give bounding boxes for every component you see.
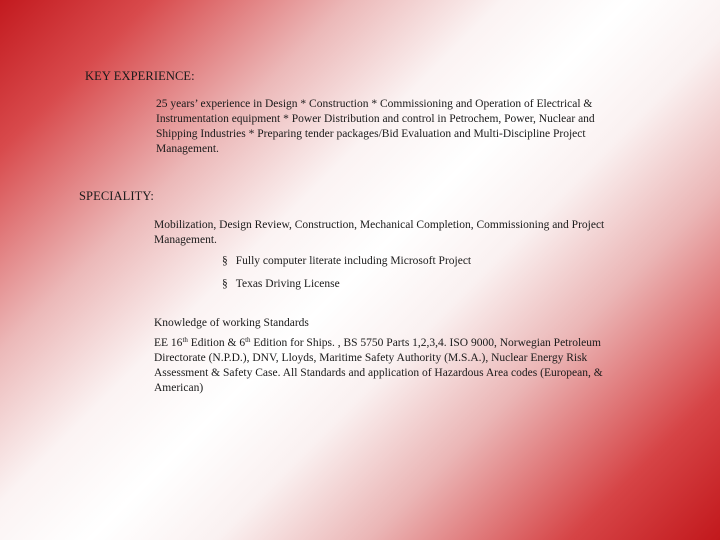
key-experience-heading: KEY EXPERIENCE: xyxy=(85,69,195,83)
standards-heading: Knowledge of working Standards xyxy=(154,317,309,329)
standards-line1: EE 16th Edition & 6th Edition for Ships. , BS 5750 Parts 1,2,3,4. ISO 9000, Norwegian Petroleum xyxy=(154,336,601,349)
bullet-texas-license xyxy=(222,277,340,292)
speciality-heading: SPECIALITY: xyxy=(79,189,154,203)
bullet-text: Fully computer literate including Microsoft Project xyxy=(235,255,472,267)
key-experience-text: 25 years’ experience in Design * Construction * Commissioning and Operation of Electrical & Instrumentation equipment * Power Distribution and control in Petrochem, Power, Nuclear and Shipping Industries * Preparing tender packages/Bid Evaluation and Multi-Discipline Project Management. xyxy=(156,98,595,155)
bullet-marker: § xyxy=(222,278,228,290)
standards-text xyxy=(154,336,634,396)
standards-rest: Directorate (N.P.D.), DNV, Lloyds, Maritime Safety Authority (M.S.A.), Nuclear Energy Risk Assessment & Safety Case. All Standards and application of Hazardous Area codes (European, & American) xyxy=(154,352,603,394)
speciality-text: Mobilization, Design Review, Construction, Mechanical Completion, Commissioning and Project Management. xyxy=(154,219,605,246)
bullet-text: Texas Driving License xyxy=(235,278,340,290)
bullet-computer-literate xyxy=(222,254,471,269)
bullet-marker: § xyxy=(222,255,228,267)
